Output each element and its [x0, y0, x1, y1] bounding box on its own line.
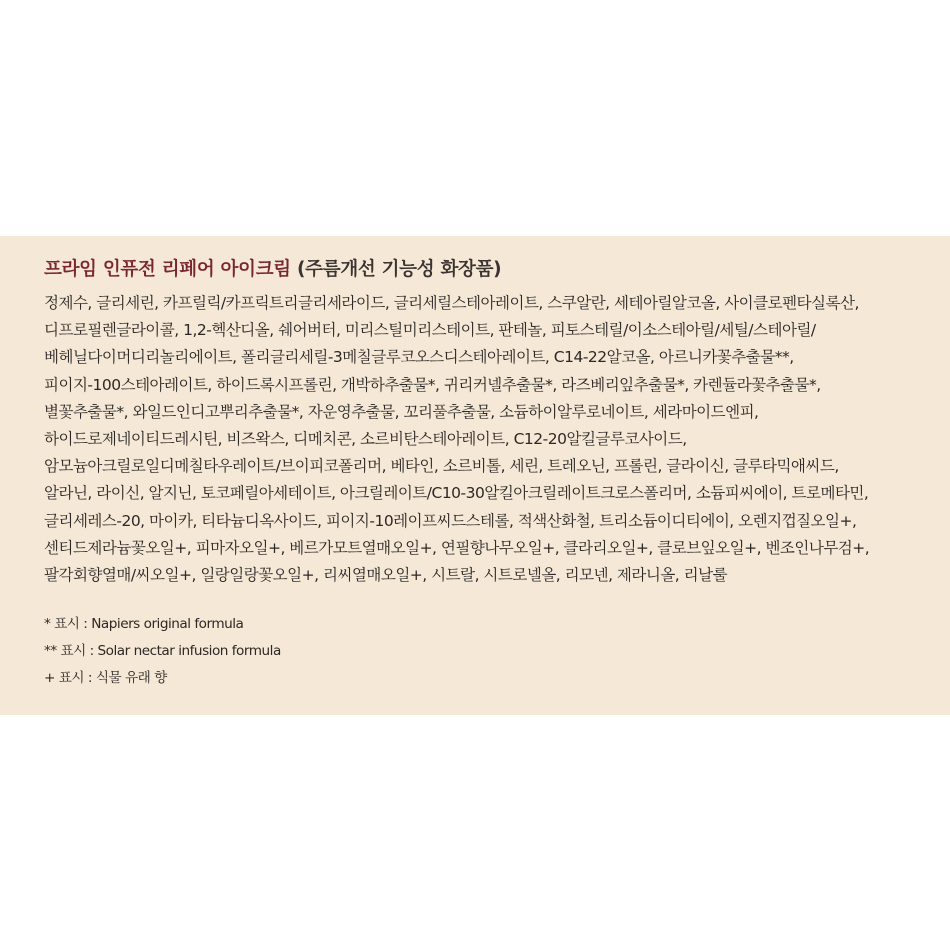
ingredient-line: 암모늄아크릴로일디메칠타우레이트/브이피코폴리머, 베타인, 소르비톨, 세린, 트레오닌, 프롤린, 글라이신, 글루타믹애씨드,: [44, 457, 839, 476]
footnote-plant-fragrance: + 표시 : 식물 유래 향: [44, 670, 167, 687]
ingredient-line: 글리세레스-20, 마이카, 티타늄디옥사이드, 피이지-10레이프씨드스테롤, 적색산화철, 트리소듐이디티에이, 오렌지껍질오일+,: [44, 511, 857, 530]
ingredient-line: 디프로필렌글라이콜, 1,2-헥산디올, 쉐어버터, 미리스틸미리스테이트, 판테놀, 피토스테릴/이소스테아릴/세틸/스테아릴/: [44, 321, 816, 340]
ingredient-line: 센티드제라늄꽃오일+, 피마자오일+, 베르가모트열매오일+, 연필향나무오일+, 클라리오일+, 클로브잎오일+, 벤조인나무검+,: [44, 538, 870, 557]
ingredient-line: 베헤닐다이머디리놀리에이트, 폴리글리세릴-3메칠글루코오스디스테아레이트, C14-22알코올, 아르니카꽃추출물**,: [44, 348, 794, 367]
ingredients-panel: [0, 236, 950, 715]
product-category: (주름개선 기능성 화장품): [297, 259, 502, 280]
ingredient-list: [44, 290, 924, 589]
footnotes: [44, 611, 950, 692]
ingredient-line: 팔각회향열매/씨오일+, 일랑일랑꽃오일+, 리씨열매오일+, 시트랄, 시트로넬올, 리모넨, 제라니올, 리날룰: [44, 565, 728, 584]
ingredient-line: 정제수, 글리세린, 카프릴릭/카프릭트리글리세라이드, 글리세릴스테아레이트, 스쿠알란, 세테아릴알코올, 사이클로펜타실록산,: [44, 294, 859, 312]
page-title: [44, 256, 950, 284]
product-name: 프라임 인퓨전 리페어 아이크림: [44, 259, 291, 280]
ingredient-line: 피이지-100스테아레이트, 하이드록시프롤린, 개박하추출물*, 귀리커넬추출물*, 라즈베리잎추출물*, 카렌듈라꽃추출물*,: [44, 375, 821, 394]
ingredient-line: 하이드로제네이티드레시틴, 비즈왁스, 디메치콘, 소르비탄스테아레이트, C12-20알킬글루코사이드,: [44, 429, 687, 448]
footnote-original-formula: * 표시 : Napiers original formula: [44, 616, 244, 633]
ingredient-line: 별꽃추출물*, 와일드인디고뿌리추출물*, 자운영추출물, 꼬리풀추출물, 소듐하이알루로네이트, 세라마이드엔피,: [44, 402, 759, 421]
footnote-nectar-formula: ** 표시 : Solar nectar infusion formula: [44, 643, 281, 660]
ingredient-line: 알라닌, 라이신, 알지닌, 토코페릴아세테이트, 아크릴레이트/C10-30알킬아크릴레이트크로스폴리머, 소듐피씨에이, 트로메타민,: [44, 484, 869, 503]
